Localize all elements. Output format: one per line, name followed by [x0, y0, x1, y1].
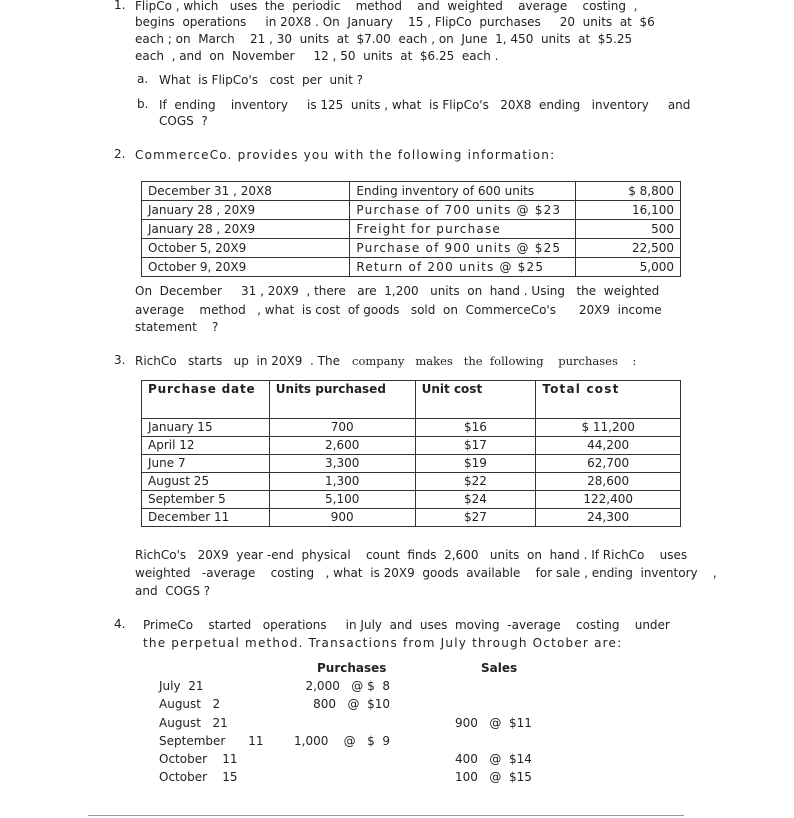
q3-table-row: [142, 419, 681, 437]
q4-row-sale: 100 @ $15: [455, 770, 532, 784]
q2-cell-date: October 9, 20X9: [142, 258, 350, 277]
q2-cell-description: Purchase of 900 units @ $25: [350, 239, 576, 258]
q3-cell-total: $ 11,200: [536, 419, 681, 437]
q2-cell-date: January 28 , 20X9: [142, 220, 350, 239]
q1-b-line-2: COGS ?: [159, 114, 208, 128]
q2-cell-date: January 28 , 20X9: [142, 201, 350, 220]
q4-row-date: October 15: [159, 770, 238, 784]
q3-cell-total: 24,300: [536, 509, 681, 527]
q3-cell-units: 5,100: [269, 491, 415, 509]
q3-cell-units: 1,300: [269, 473, 415, 491]
q2-cell-description: Freight for purchase: [350, 220, 576, 239]
q3-cell-total: 28,600: [536, 473, 681, 491]
q3-table-row: [142, 509, 681, 527]
q3-cell-cost: $16: [415, 419, 536, 437]
q3-cell-cost: $22: [415, 473, 536, 491]
q2-table-row: [142, 258, 681, 277]
q4-row-date: September 11: [159, 734, 264, 748]
q3-cell-units: 700: [269, 419, 415, 437]
q4-intro-line-2: the perpetual method. Transactions from July through October are:: [143, 636, 623, 650]
q3-table-row: [142, 455, 681, 473]
q2-cell-description: Ending inventory of 600 units: [350, 182, 576, 201]
q2-table-row: [142, 239, 681, 258]
q2-cell-date: December 31 , 20X8: [142, 182, 350, 201]
q1-b-label: b.: [137, 97, 149, 111]
q1-b-line-1: If ending inventory is 125 units , what is FlipCo's 20X8 ending inventory and: [159, 98, 691, 112]
q1-number: 1.: [114, 0, 126, 12]
q3-header-total: Total cost: [536, 381, 681, 419]
q2-table-row: [142, 220, 681, 239]
q4-purchases-header: Purchases: [317, 661, 387, 675]
q2-table: [141, 181, 681, 277]
q2-question-line-3: statement ?: [135, 320, 219, 334]
q3-intro-b: company makes the following purchases :: [352, 354, 637, 368]
q2-cell-date: October 5, 20X9: [142, 239, 350, 258]
q4-row-purchase: 1,000 @ $ 9: [294, 734, 390, 748]
q1-a-text: What is FlipCo's cost per unit ?: [159, 73, 363, 87]
q1-line-1: FlipCo , which uses the periodic method and weighted average costing ,: [135, 0, 638, 13]
q3-cell-date: August 25: [142, 473, 270, 491]
q2-cell-amount: 500: [576, 220, 681, 239]
q3-cell-date: April 12: [142, 437, 270, 455]
q3-cell-date: January 15: [142, 419, 270, 437]
q3-cell-total: 122,400: [536, 491, 681, 509]
q2-cell-amount: 5,000: [576, 258, 681, 277]
q3-cell-units: 3,300: [269, 455, 415, 473]
q4-row-purchase: 2,000 @ $ 8: [305, 679, 390, 693]
q3-table-row: [142, 437, 681, 455]
q2-cell-amount: 16,100: [576, 201, 681, 220]
q3-cell-cost: $17: [415, 437, 536, 455]
q3-table: [141, 380, 681, 527]
q4-row-purchase: 800 @ $10: [313, 697, 390, 711]
q3-question-line-1: RichCo's 20X9 year -end physical count finds 2,600 units on hand . If RichCo uses: [135, 548, 688, 562]
q4-row-date: July 21: [159, 679, 204, 693]
q3-cell-units: 2,600: [269, 437, 415, 455]
q4-row-date: October 11: [159, 752, 238, 766]
q2-number: 2.: [114, 147, 126, 161]
q2-cell-amount: 22,500: [576, 239, 681, 258]
q3-cell-cost: $27: [415, 509, 536, 527]
q3-table-row: [142, 491, 681, 509]
q3-header-cost: Unit cost: [415, 381, 536, 419]
q1-line-2: begins operations in 20X8 . On January 15 , FlipCo purchases 20 units at $6: [135, 15, 655, 29]
q3-intro-a: RichCo starts up in 20X9 . The: [135, 354, 340, 368]
q3-cell-total: 44,200: [536, 437, 681, 455]
q3-number: 3.: [114, 353, 126, 367]
bottom-divider: [88, 815, 684, 816]
q3-cell-date: June 7: [142, 455, 270, 473]
q4-row-date: August 2: [159, 697, 221, 711]
q3-cell-cost: $19: [415, 455, 536, 473]
q4-sales-header: Sales: [481, 661, 518, 675]
q2-question-line-1: On December 31 , 20X9 , there are 1,200 units on hand . Using the weighted: [135, 284, 660, 298]
q3-question-line-3: and COGS ?: [135, 584, 211, 598]
q3-cell-total: 62,700: [536, 455, 681, 473]
q4-row-sale: 400 @ $14: [455, 752, 532, 766]
q2-cell-description: Return of 200 units @ $25: [350, 258, 576, 277]
q1-a-label: a.: [137, 72, 149, 86]
q3-cell-cost: $24: [415, 491, 536, 509]
q3-cell-date: September 5: [142, 491, 270, 509]
q1-line-4: each , and on November 12 , 50 units at $6.25 each .: [135, 49, 499, 63]
q1-line-3: each ; on March 21 , 30 units at $7.00 each , on June 1, 450 units at $5.25: [135, 32, 633, 46]
q2-question-line-2: average method , what is cost of goods sold on CommerceCo's 20X9 income: [135, 303, 662, 317]
q3-cell-units: 900: [269, 509, 415, 527]
q3-table-row: [142, 473, 681, 491]
q3-header-date: Purchase date: [142, 381, 270, 419]
q2-table-row: [142, 201, 681, 220]
q3-cell-date: December 11: [142, 509, 270, 527]
q2-cell-description: Purchase of 700 units @ $23: [350, 201, 576, 220]
q4-number: 4.: [114, 617, 126, 631]
q2-intro: CommerceCo. provides you with the following information:: [135, 148, 556, 162]
q3-header-units: Units purchased: [269, 381, 415, 419]
q4-intro-line-1: PrimeCo started operations in July and uses moving -average costing under: [143, 618, 670, 632]
q2-table-row: [142, 182, 681, 201]
q4-row-date: August 21: [159, 716, 228, 730]
q2-cell-amount: $ 8,800: [576, 182, 681, 201]
q3-question-line-2: weighted -average costing , what is 20X9 goods available for sale , ending inventory ,: [135, 566, 717, 580]
q4-row-sale: 900 @ $11: [455, 716, 532, 730]
